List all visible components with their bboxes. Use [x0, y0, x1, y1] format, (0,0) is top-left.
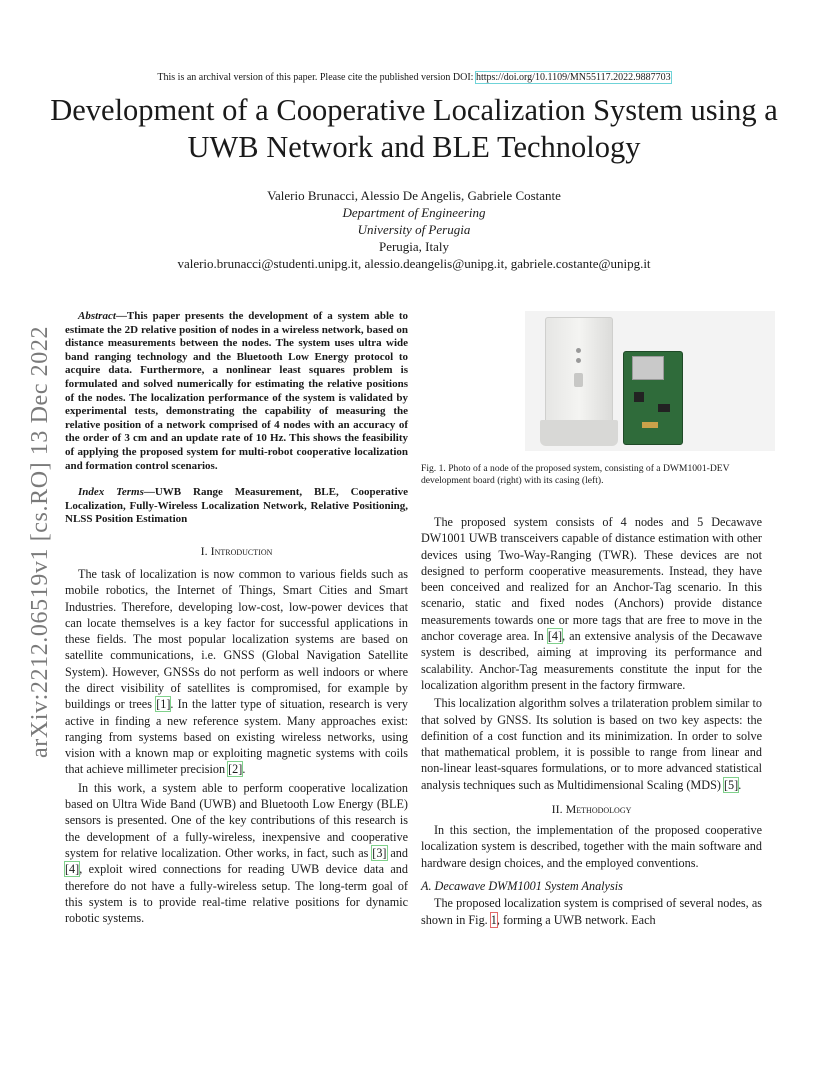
citation-4b[interactable]: [4]	[547, 629, 563, 644]
right-p4-text-a: The proposed localization system is comprised of several nodes, as shown in Fig.	[421, 896, 762, 927]
arxiv-stamp-text: arXiv:2212.06519v1 [cs.RO] 13 Dec 2022	[27, 325, 53, 758]
methodology-heading: II. Methodology	[551, 802, 632, 817]
figure-1-photo	[525, 311, 775, 451]
figure-1-caption: Fig. 1. Photo of a node of the proposed system, consisting of a DWM1001-DEV development board (right) with its casing (left).	[421, 463, 730, 486]
citation-1[interactable]: [1]	[156, 697, 171, 712]
system-paragraph-2	[421, 695, 762, 793]
right-p4-text-b: , forming a UWB network. Each	[496, 912, 656, 927]
abstract-label: Abstract	[78, 310, 116, 322]
intro-p1-text-b: . In the latter type of situation, research is very active in finding a new reference system. Many approaches exist: ranging from systems based on existing wireless networks, using vision with a known map or exploiting magnetic systems with coils that achieve millimeter precision	[65, 697, 408, 777]
right-column	[421, 311, 762, 928]
author-names: Valerio Brunacci, Alessio De Angelis, Gabriele Costante	[267, 188, 561, 203]
doi-link[interactable]: https://doi.org/10.1109/MN55117.2022.9887703	[475, 72, 671, 83]
system-paragraph-1	[421, 514, 762, 693]
citation-5[interactable]: [5]	[723, 777, 739, 792]
paper-title: Development of a Cooperative Localization System using a UWB Network and BLE Technology	[50, 93, 778, 164]
archival-notice	[0, 72, 828, 84]
methodology-paragraph: In this section, the implementation of the proposed cooperative localization system is described, together with the main software and hardware design choices, and the employed conventions.	[421, 823, 762, 870]
dwm1001-board-image	[623, 351, 683, 445]
right-p2-text-b: .	[738, 777, 742, 792]
citation-4[interactable]: [4]	[65, 862, 80, 877]
right-p2-text-a: This localization algorithm solves a trilateration problem similar to that solved by GNSS. Its solution is based on two key aspects: the definition of a cost function and its minimization. In order to solve that mathematical problem, it is possible to range from linear and non-linear least-squares formulations, or to more advanced statistical analysis techniques such as Multidimensional Scaling (MDS)	[421, 696, 762, 792]
index-terms-label: Index Terms	[78, 486, 144, 499]
abstract	[65, 310, 408, 473]
author-block	[0, 187, 828, 272]
right-p1-text-b: , an extensive analysis of the Decawave system is described, aiming at improving its performance and scalability. Anchor-Tag measurements constitute the input for the localization algorithm present in the factory firmware.	[421, 629, 763, 692]
subsection-heading: A. Decawave DWM1001 System Analysis	[421, 878, 623, 893]
intro-p2-text-c: , exploit wired connections for reading UWB device data and therefore do not have a fully-wireless setup. The long-term goal of this system is to provide real-time relative positions for dynamic robotic systems.	[65, 862, 408, 926]
notice-text: This is an archival version of this paper. Please cite the published version DOI:	[157, 72, 476, 83]
intro-p2-text-a: In this work, a system able to perform cooperative localization based on Ultra Wide Band (UWB) and Bluetooth Low Energy (BLE) sensors is presented. One of the key contributions of this research is the development of a fully-wireless, inexpensive and cooperative system for relative localization. Other works, in fact, such as	[65, 780, 408, 860]
author-university: University of Perugia	[357, 222, 471, 237]
node-casing-image	[545, 317, 613, 445]
citation-2[interactable]: [2]	[228, 762, 243, 777]
intro-paragraph-2	[65, 780, 408, 927]
right-p1-text-a: The proposed system consists of 4 nodes and 5 Decawave DW1001 UWB transceivers capable of distance estimation with other devices using Two-Way-Ranging (TWR). These devices are not designed to perform cooperative measurements. Instead, they have been conceived and realized for an Anchor-Tag scenario. In this scenario, static and fixed nodes (Anchors) provide distance measurements towards one or more tags that are free to move in the anchor coverage area. In	[421, 515, 762, 644]
intro-p1-text-a: The task of localization is now common to various fields such as mobile robotics, the Internet of Things, Smart Cities and Smart Industries. Therefore, developing low-cost, low-power devices that can locate themselves is a key factor for successful applications in these fields. The most popular localization systems are based on satellite communications, i.e. GNSS (Global Navigation Satellite System). However, GNSSs do not perform as well indoors or where the direct visibility of satellites is compromised, for example by buildings or trees	[65, 566, 408, 712]
author-location: Perugia, Italy	[378, 239, 450, 254]
arxiv-stamp	[20, 282, 60, 758]
index-terms	[65, 486, 408, 527]
author-department: Department of Engineering	[342, 205, 486, 220]
author-emails: valerio.brunacci@studenti.unipg.it, alessio.deangelis@unipg.it, gabriele.costante@unipg.it	[177, 256, 651, 271]
index-terms-text: —UWB Range Measurement, BLE, Cooperative Localization, Fully-Wireless Localization Network, Relative Positioning, NLSS Position Estimation	[65, 486, 409, 526]
figure-1-reference[interactable]: 1	[490, 912, 497, 927]
subsection-paragraph	[421, 895, 762, 928]
intro-paragraph-1	[65, 566, 408, 778]
intro-p1-text-c: .	[242, 762, 246, 777]
left-column	[65, 310, 408, 926]
intro-heading: I. Introduction	[200, 543, 273, 558]
citation-3[interactable]: [3]	[372, 845, 387, 860]
intro-p2-text-b: and	[386, 845, 408, 860]
abstract-text: —This paper presents the development of a system able to estimate the 2D relative position of nodes in a wireless network, based on distance measurements between the nodes. The system uses ultra wide band ranging technology and the Bluetooth Low Energy protocol to acquire data. Furthermore, a nonlinear least squares problem is formulated and solved numerically for estimating the relative positions of the nodes. The localization performance of the system is validated by experimental tests, demonstrating the capability of measuring the relative position of a network comprised of 4 nodes with an accuracy of the order of 3 cm and an update rate of 10 Hz. This shows the feasibility of applying the proposed system for multi-robot cooperative localization and formation control scenarios.	[65, 310, 408, 472]
